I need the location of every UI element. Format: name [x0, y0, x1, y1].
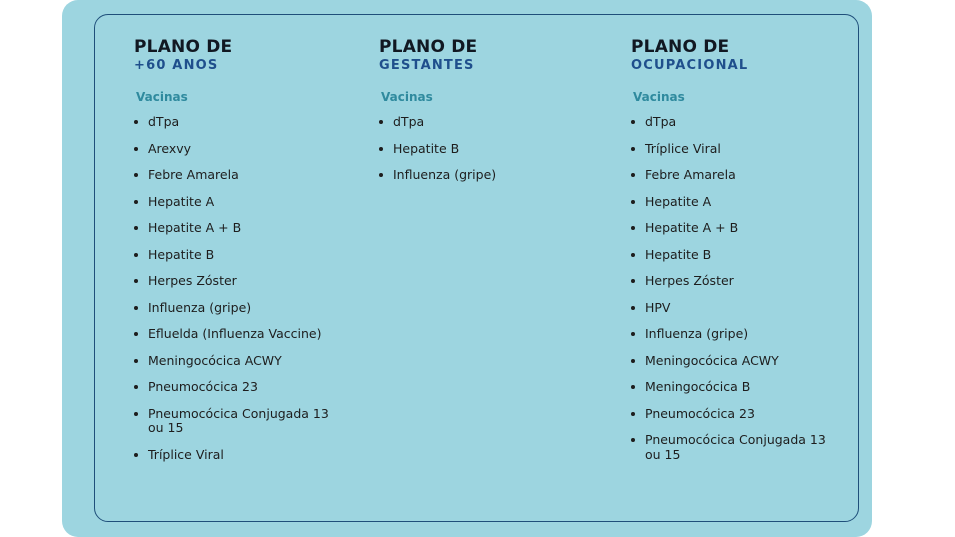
- plan-subtitle: OCUPACIONAL: [631, 58, 749, 73]
- bullet-dot-icon: [134, 332, 138, 336]
- vaccine-list: [379, 115, 578, 183]
- vaccine-list-item: [134, 327, 333, 342]
- bullet-dot-icon: [134, 226, 138, 230]
- vaccine-name: Tríplice Viral: [645, 140, 721, 156]
- plan-subtitle: +60 ANOS: [134, 58, 219, 73]
- bullet-dot-icon: [379, 173, 383, 177]
- vaccine-name: dTpa: [645, 114, 677, 129]
- vaccine-name: Arexvy: [148, 140, 192, 156]
- bullet-dot-icon: [631, 306, 635, 310]
- vaccine-name: Hepatite A + B: [148, 220, 242, 235]
- bullet-dot-icon: [379, 120, 383, 124]
- vaccine-name: HPV: [645, 299, 671, 315]
- bullet-dot-icon: [631, 412, 635, 416]
- bullet-dot-icon: [134, 200, 138, 204]
- bullet-dot-icon: [631, 438, 635, 442]
- bullet-dot-icon: [134, 385, 138, 389]
- vaccine-list-item: [134, 168, 333, 183]
- vaccine-name: Tríplice Viral: [148, 446, 224, 462]
- bullet-dot-icon: [631, 173, 635, 177]
- vaccine-list-item: [631, 248, 830, 263]
- vaccine-list-item: [379, 168, 578, 183]
- vaccine-name: Hepatite A: [148, 193, 215, 209]
- bullet-dot-icon: [631, 385, 635, 389]
- bullet-dot-icon: [631, 200, 635, 204]
- vaccine-name: Febre Amarela: [148, 167, 239, 182]
- bullet-dot-icon: [134, 253, 138, 257]
- vaccine-name: Pneumocócica 23: [148, 379, 258, 394]
- vaccine-name: Hepatite A: [645, 193, 712, 209]
- bullet-dot-icon: [134, 359, 138, 363]
- vaccine-name: dTpa: [148, 114, 180, 129]
- vaccine-list-item: [631, 407, 830, 422]
- vaccine-list-item: [134, 221, 333, 236]
- vaccine-list-item: [631, 327, 830, 342]
- vaccines-label: Vacinas: [381, 90, 433, 104]
- bullet-dot-icon: [631, 120, 635, 124]
- bullet-dot-icon: [631, 332, 635, 336]
- vaccine-list-item: [134, 354, 333, 369]
- vaccine-name: Hepatite B: [393, 140, 460, 156]
- bullet-dot-icon: [631, 253, 635, 257]
- vaccine-name: Hepatite B: [148, 246, 215, 262]
- vaccine-name: Meningocócica B: [645, 379, 751, 394]
- vaccine-list-item: [631, 168, 830, 183]
- vaccines-label: Vacinas: [633, 90, 685, 104]
- plan-column-gestantes: [379, 37, 578, 195]
- vaccine-name: Pneumocócica Conjugada 13 ou 15: [148, 405, 329, 435]
- vaccine-name: Hepatite A + B: [645, 220, 739, 235]
- vaccines-label: Vacinas: [136, 90, 188, 104]
- vaccine-list-item: [631, 301, 830, 316]
- vaccine-list-item: [631, 142, 830, 157]
- bullet-dot-icon: [631, 226, 635, 230]
- bullet-dot-icon: [631, 147, 635, 151]
- vaccine-list-item: [134, 248, 333, 263]
- vaccine-list: [631, 115, 830, 462]
- vaccine-name: Febre Amarela: [645, 167, 736, 182]
- vaccine-name: Hepatite B: [645, 246, 712, 262]
- vaccine-name: Influenza (gripe): [645, 326, 749, 341]
- plan-subtitle: GESTANTES: [379, 58, 475, 73]
- vaccine-name: Meningocócica ACWY: [148, 352, 282, 368]
- vaccine-list-item: [134, 448, 333, 463]
- plan-title: PLANO DE: [134, 37, 233, 57]
- vaccine-name: Influenza (gripe): [393, 167, 497, 182]
- vaccine-name: Herpes Zóster: [148, 273, 237, 288]
- bullet-dot-icon: [134, 412, 138, 416]
- vaccine-list-item: [134, 274, 333, 289]
- vaccine-name: Meningocócica ACWY: [645, 352, 779, 368]
- vaccine-list-item: [134, 380, 333, 395]
- bullet-dot-icon: [379, 147, 383, 151]
- bullet-dot-icon: [631, 279, 635, 283]
- vaccine-list: [134, 115, 333, 462]
- bullet-dot-icon: [134, 306, 138, 310]
- vaccine-name: Pneumocócica Conjugada 13 ou 15: [645, 432, 826, 462]
- plan-title: PLANO DE: [379, 37, 478, 57]
- plan-column-ocupacional: [631, 37, 830, 474]
- vaccine-list-item: [631, 354, 830, 369]
- vaccine-name: Herpes Zóster: [645, 273, 734, 288]
- vaccine-name: Influenza (gripe): [148, 299, 252, 315]
- vaccine-list-item: [631, 195, 830, 210]
- bullet-dot-icon: [134, 453, 138, 457]
- vaccine-name: dTpa: [393, 114, 425, 129]
- bullet-dot-icon: [134, 120, 138, 124]
- vaccine-list-item: [134, 301, 333, 316]
- plan-column-60-anos: [134, 37, 333, 474]
- plan-title: PLANO DE: [631, 37, 730, 57]
- vaccine-list-item: [379, 142, 578, 157]
- vaccine-list-item: [379, 115, 578, 130]
- vaccine-list-item: [134, 115, 333, 130]
- vaccine-list-item: [631, 274, 830, 289]
- vaccine-list-item: [631, 433, 830, 462]
- bullet-dot-icon: [631, 359, 635, 363]
- vaccine-list-item: [631, 221, 830, 236]
- vaccine-list-item: [134, 142, 333, 157]
- vaccine-name: Pneumocócica 23: [645, 405, 755, 421]
- bullet-dot-icon: [134, 173, 138, 177]
- bullet-dot-icon: [134, 147, 138, 151]
- vaccine-list-item: [134, 407, 333, 436]
- vaccine-list-item: [631, 115, 830, 130]
- bullet-dot-icon: [134, 279, 138, 283]
- vaccine-name: Efluelda (Influenza Vaccine): [148, 326, 322, 341]
- vaccine-list-item: [134, 195, 333, 210]
- vaccine-list-item: [631, 380, 830, 395]
